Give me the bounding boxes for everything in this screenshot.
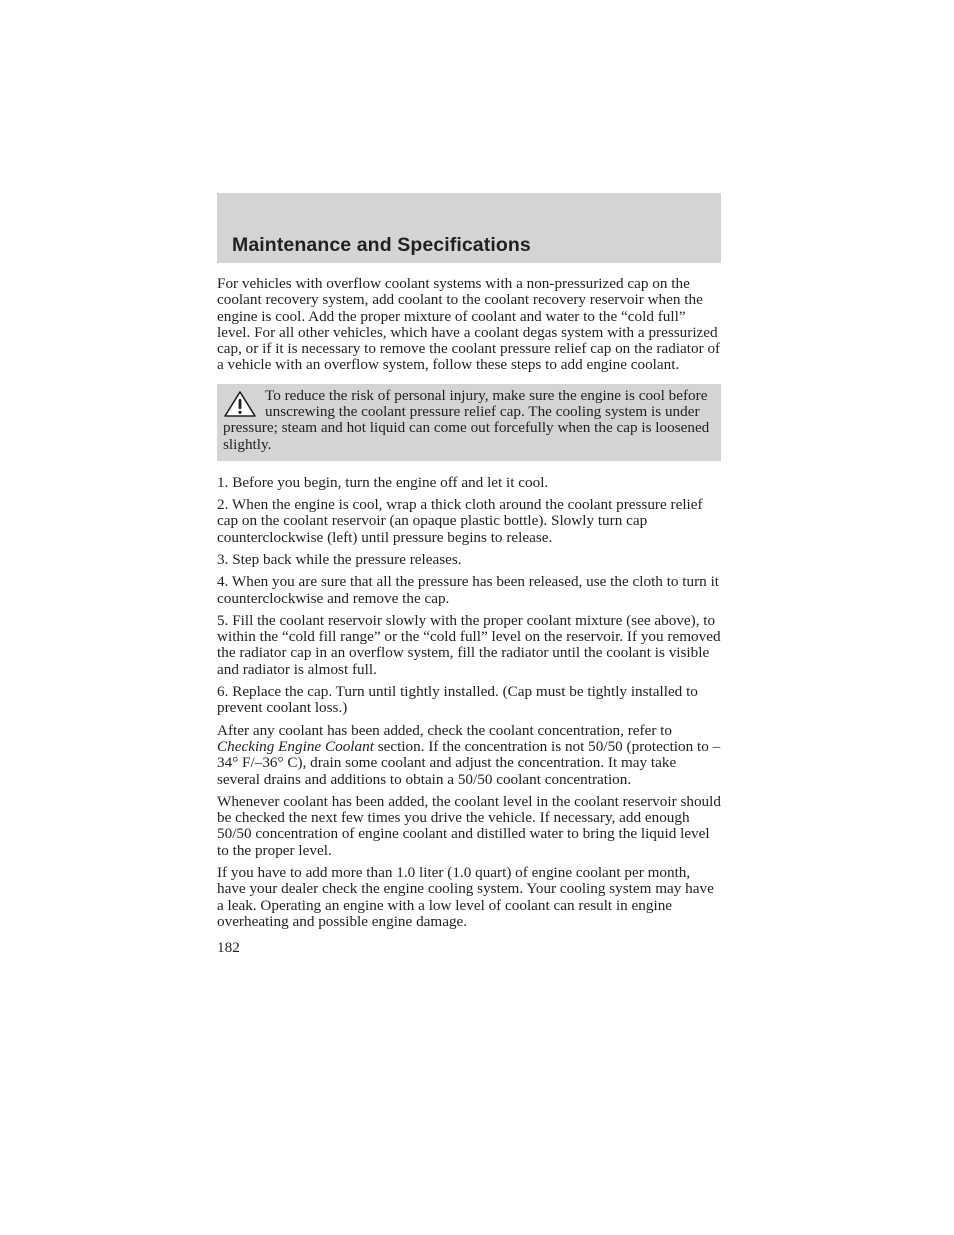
coolant-leak-paragraph: If you have to add more than 1.0 liter (1.0 quart) of engine coolant per month, have your dealer check the engine cooling system. Your cooling system may have a leak. Operating an engine with a low level of coolant can result in engine overheating and possible engine damage. — [217, 864, 714, 930]
step-6: 6. Replace the cap. Turn until tightly installed. (Cap must be tightly installed to prevent coolant loss.) — [217, 683, 698, 717]
section-reference: Checking Engine Coolant — [217, 737, 374, 755]
step-2: 2. When the engine is cool, wrap a thick cloth around the coolant pressure relief cap on the coolant reservoir (an opaque plastic bottle). Slowly turn cap counterclockwise (left) until pressure begins to release. — [217, 496, 703, 546]
warning-box — [217, 384, 721, 461]
step-1: 1. Before you begin, turn the engine off and let it cool. — [217, 473, 549, 491]
section-title: Maintenance and Specifications — [232, 234, 531, 256]
page-number: 182 — [217, 939, 240, 957]
concentration-paragraph — [217, 723, 721, 788]
step-4: 4. When you are sure that all the pressure has been released, use the cloth to turn it counterclockwise and remove the cap. — [217, 573, 720, 607]
coolant-check-paragraph: Whenever coolant has been added, the coolant level in the coolant reservoir should be checked the next few times you drive the vehicle. If necessary, add enough 50/50 concentration of engine coolant and distilled water to bring the liquid level to the proper level. — [217, 792, 721, 859]
steps-list — [217, 475, 721, 717]
concentration-text-after: section. If the concentration is not 50/50 (protection to –34° F/–36° C), drain some coolant and adjust the concentration. It may take several drains and additions to obtain a 50/50 coolant concentration. — [217, 737, 721, 788]
concentration-text-before: After any coolant has been added, check the coolant concentration, refer to — [217, 721, 672, 739]
step-3: 3. Step back while the pressure releases. — [217, 550, 462, 568]
step-5: 5. Fill the coolant reservoir slowly with the proper coolant mixture (see above), to within the “cold fill range” or the “cold full” level on the reservoir. If you removed the radiator cap in an overflow system, fill the radiator until the coolant is visible and radiator is almost full. — [217, 611, 721, 678]
intro-paragraph: For vehicles with overflow coolant systems with a non-pressurized cap on the coolant recovery system, add coolant to the coolant recovery reservoir when the engine is cool. Add the proper mixture of coolant and water to the “cold full” level. For all other vehicles, which have a coolant degas system with a pressurized cap, or if it is necessary to remove the coolant pressure relief cap on the radiator of a vehicle with an overflow system, follow these steps to add engine coolant. — [217, 275, 721, 374]
manual-page — [217, 193, 721, 956]
warning-text: To reduce the risk of personal injury, make sure the engine is cool before unscrewing the coolant pressure relief cap. The cooling system is under pressure; steam and hot liquid can come out forcefully when the cap is loosened slightly. — [223, 386, 710, 453]
section-header — [217, 193, 721, 263]
warning-triangle-icon — [223, 390, 257, 418]
